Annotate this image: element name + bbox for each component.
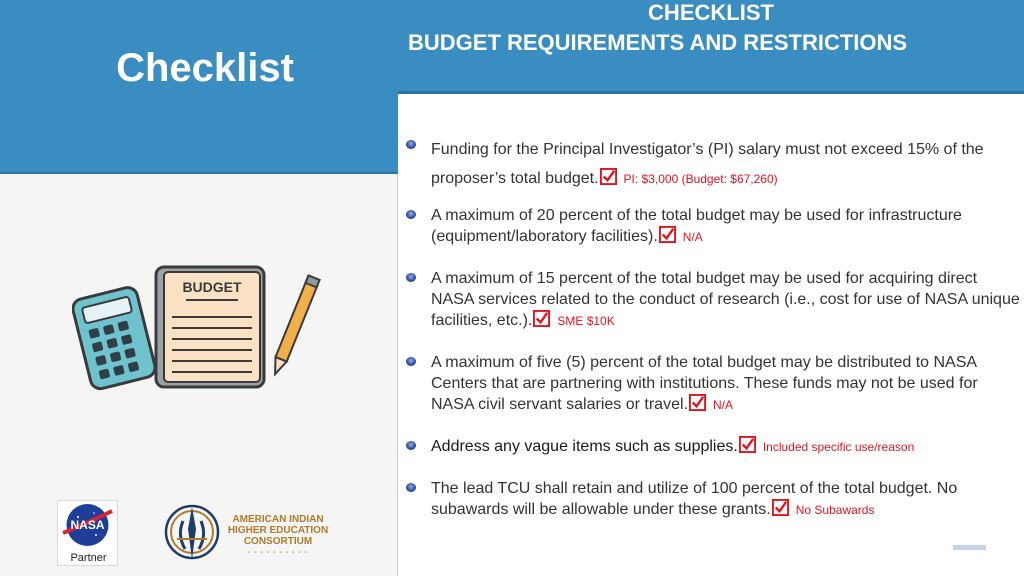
nasa-bullet-icon <box>406 441 416 450</box>
calculator-icon <box>72 286 157 391</box>
budget-note: N/A <box>682 230 703 244</box>
checklist <box>404 138 1020 521</box>
aihec-logo-text: AMERICAN INDIAN HIGHER EDUCATION CONSORTIUM - - - - - - - - - - <box>227 514 329 556</box>
nasa-bullet-icon <box>406 273 416 282</box>
checklist-item-nasa-services: A maximum of 15 percent of the total budget may be used for acquiring direct NASA services related to the conduct of research (i.e., cost for use of NASA unique facilities, etc.). SME $10K <box>404 268 1020 332</box>
budget-illustration <box>72 262 322 392</box>
aihec-divider: - - - - - - - - - - <box>248 549 308 556</box>
checklist-item-subawards: The lead TCU shall retain and utilize of 100 percent of the total budget. No subawards will be allowable under these grants. No Subawards <box>404 478 1020 521</box>
left-header <box>0 0 398 174</box>
budget-note: PI: $3,000 (Budget: $67,260) <box>623 172 778 186</box>
checkbox-checked-icon <box>533 310 550 327</box>
checklist-item-infrastructure: A maximum of 20 percent of the total budget may be used for infrastructure (equipment/laboratory facilities). N/A <box>404 205 1020 248</box>
budget-note: N/A <box>712 398 733 412</box>
checkbox-checked-icon <box>772 499 789 516</box>
checkbox-checked-icon <box>739 436 756 453</box>
nasa-bullet-icon <box>406 210 416 219</box>
budget-note: Included specific use/reason <box>762 440 915 454</box>
checkbox-checked-icon <box>689 394 706 411</box>
aihec-emblem-icon <box>163 499 221 565</box>
budget-note: No Subawards <box>795 503 875 517</box>
header-title-line2: BUDGET REQUIREMENTS AND RESTRICTIONS <box>408 30 908 55</box>
section-title: Checklist <box>116 46 294 90</box>
slide-footer-mark <box>953 545 986 550</box>
budget-label: BUDGET <box>182 279 242 295</box>
budget-sheet-icon <box>156 267 264 387</box>
nasa-meatball-icon <box>58 501 117 549</box>
header-title-line1: CHECKLIST <box>648 0 774 25</box>
checklist-item-pi-salary: Funding for the Principal Investigator’s (PI) salary must not exceed 15% of the proposer’s total budget. PI: $3,000 (Budget: $67,260) <box>404 135 1020 194</box>
nasa-logo-text: NASA <box>70 518 105 532</box>
nasa-bullet-icon <box>406 140 416 149</box>
checkbox-checked-icon <box>659 226 676 243</box>
slide-header <box>398 0 1024 94</box>
checklist-item-vague-items: Address any vague items such as supplies. Included specific use/reason <box>404 436 1020 458</box>
budget-note: SME $10K <box>557 314 615 328</box>
nasa-bullet-icon <box>406 357 416 366</box>
nasa-partner-logo <box>57 500 118 566</box>
checklist-item-nasa-centers: A maximum of five (5) percent of the total budget may be distributed to NASA Centers that are partnering with institutions. These funds may not be used for NASA civil servant salaries or travel. N/A <box>404 352 1020 416</box>
partner-label: Partner <box>70 552 107 564</box>
nasa-bullet-icon <box>406 483 416 492</box>
pencil-icon <box>270 275 320 376</box>
checkbox-checked-icon <box>600 168 617 185</box>
